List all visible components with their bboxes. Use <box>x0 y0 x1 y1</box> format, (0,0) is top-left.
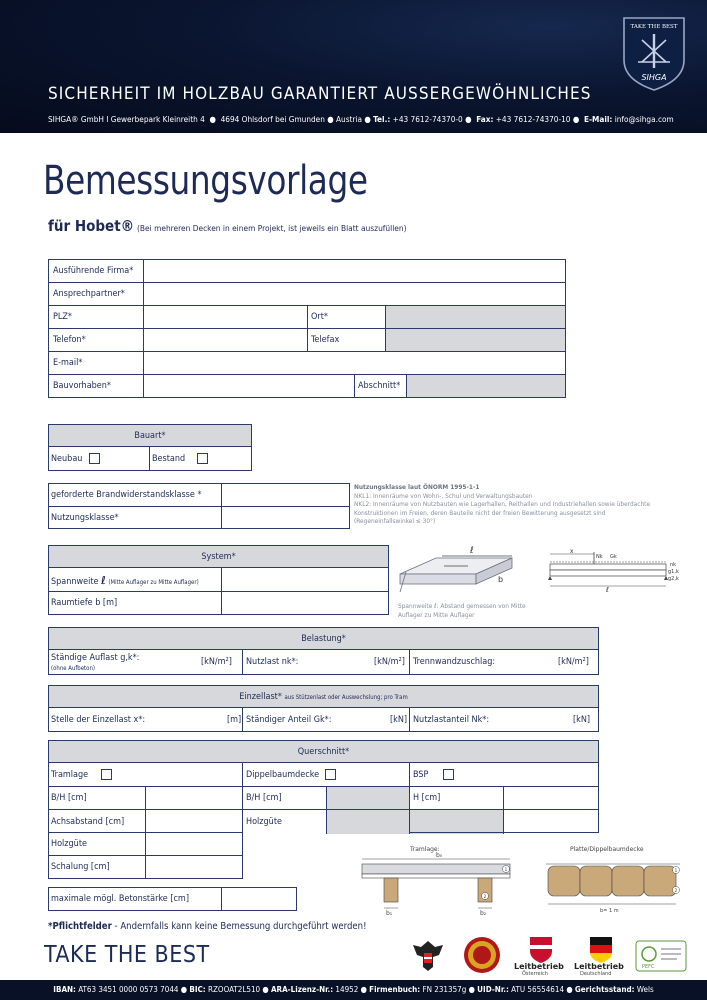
system-table <box>48 545 389 615</box>
checkbox-tramlage[interactable] <box>101 769 112 780</box>
label-bh-tram: B/H [cm] <box>51 793 87 803</box>
pflicht-text: - Andernfalls kann keine Bemessung durchgeführt werden! <box>111 921 367 932</box>
logo-top-text: TAKE THE BEST <box>630 24 678 30</box>
label-auflast: Ständige Auflast g,k*: <box>51 653 140 663</box>
label-ort: Ort* <box>311 312 328 322</box>
leitbetrieb-austria-icon <box>512 935 568 975</box>
label-staendig: Ständiger Anteil Gk*: <box>246 715 332 725</box>
input-telefax[interactable] <box>386 329 565 350</box>
contact-table <box>48 259 566 398</box>
querschnitt-extra-rows <box>48 832 243 879</box>
input-achsabstand[interactable] <box>146 810 241 833</box>
label-ansprechpartner: Ansprechpartner* <box>53 289 125 299</box>
input-schalung[interactable] <box>146 856 242 877</box>
querschnitt-title: Querschnitt* <box>49 741 598 763</box>
header-slogan: SICHERHEIT IM HOLZBAU GARANTIERT AUSSERGEWÖHNLICHES <box>48 84 592 104</box>
firmenbuch-label: Firmenbuch: <box>369 985 421 994</box>
input-betonstaerke[interactable] <box>222 889 296 909</box>
einzellast-header <box>49 686 598 708</box>
checkbox-dippel[interactable] <box>325 769 336 780</box>
trennwand-unit: [kN/m²] <box>558 657 589 667</box>
input-brandwiderstand[interactable] <box>222 485 349 505</box>
fig-n2-dippel: 2 <box>674 889 678 894</box>
dippelbaum-figure <box>530 842 690 916</box>
pflichtfelder-note <box>48 921 367 932</box>
page-title: Bemessungsvorlage <box>43 158 368 204</box>
logo-bottom-text: SIHGA <box>641 73 667 82</box>
leitbetrieb-germany-icon <box>572 935 630 975</box>
input-nutzlast[interactable] <box>311 651 371 673</box>
leit1-title: Leitbetrieb <box>514 962 564 971</box>
fig-n2-tram: 2 <box>483 895 487 900</box>
einzellast-title: Einzellast* <box>239 692 282 702</box>
einzellast-title-note: aus Stützenlast oder Auswechslung; pro Tram <box>284 694 408 701</box>
input-holzguete-bsp[interactable] <box>504 810 598 833</box>
auflast-unit: [kN/m²] <box>201 657 232 667</box>
input-telefon[interactable] <box>144 329 306 350</box>
belastung-table <box>48 627 599 675</box>
checkbox-neubau[interactable] <box>89 453 100 464</box>
label-bestand: Bestand <box>152 454 186 464</box>
label-schalung: Schalung [cm] <box>51 862 110 872</box>
input-nutzungsklasse[interactable] <box>222 507 349 527</box>
gerichtsstand-label: Gerichtsstand: <box>574 985 635 994</box>
input-holzguete-tram[interactable] <box>146 834 242 855</box>
page-subtitle: für Hobet® <box>48 217 135 235</box>
note-line-3: Konstruktionen im Freien, deren Bauteile nicht der freien Bewitterung ausgesetzt sind <box>354 508 606 517</box>
take-the-best: TAKE THE BEST <box>44 942 210 968</box>
input-holzguete-dippel[interactable] <box>327 810 409 833</box>
input-firma[interactable] <box>144 261 564 282</box>
uid-value: ATU 56554614 <box>511 985 565 994</box>
input-plz[interactable] <box>144 306 306 327</box>
fig-gk-label: Gk <box>610 554 617 560</box>
fig-l2-label: ℓ <box>606 586 609 594</box>
fax-number: +43 7612-74370-10 <box>495 114 571 124</box>
note-line-1: NKL1: Innenräume von Wohn-, Schul und Verwaltungsbauten <box>354 491 533 500</box>
label-bauvorhaben: Bauvorhaben* <box>53 381 111 391</box>
input-bh-dippel[interactable] <box>327 787 409 808</box>
label-nutzungsklasse: Nutzungsklasse* <box>51 513 119 523</box>
input-trennwand[interactable] <box>499 651 555 673</box>
tramlage-figure <box>350 842 522 916</box>
fig-b-label: b <box>498 575 504 584</box>
label-telefax: Telefax <box>311 335 340 345</box>
uid-label: UID-Nr.: <box>477 985 509 994</box>
input-abschnitt[interactable] <box>407 375 565 396</box>
staendig-unit: [kN] <box>390 715 408 725</box>
system-title: System* <box>49 546 388 568</box>
label-spannweite <box>51 574 199 587</box>
subtitle-note: (Bei mehreren Decken in einem Projekt, ist jeweils ein Blatt auszufüllen) <box>137 223 407 233</box>
pefc-text: PEFC <box>642 964 655 970</box>
ara-value: 14952 <box>335 985 359 994</box>
klasse-table <box>48 483 350 529</box>
label-raumtiefe: Raumtiefe b [m] <box>51 598 118 608</box>
bic-label: BIC: <box>189 985 206 994</box>
fig-g2k-label: g2,k <box>668 576 679 582</box>
input-spannweite[interactable] <box>222 569 388 590</box>
fig-b2: b₂ <box>480 910 487 916</box>
querschnitt-table <box>48 740 599 833</box>
email-label: E-Mail: <box>583 114 613 124</box>
label-brandwiderstand: geforderte Brandwiderstandsklasse * <box>51 490 202 500</box>
fig-b0: b₀ <box>436 852 443 859</box>
beam-load-figure <box>544 546 684 594</box>
bic-value: RZOOAT2L510 <box>207 985 261 994</box>
label-holzguete-tram: Holzgüte <box>51 839 87 849</box>
leit2-sub: Deutschland <box>580 971 612 975</box>
label-trennwand: Trennwandzuschlag: <box>413 657 496 667</box>
label-bsp: BSP <box>413 770 429 780</box>
bauart-title: Bauart* <box>49 425 251 447</box>
pflicht-bold: *Pflichtfelder <box>48 921 112 932</box>
input-ansprechpartner[interactable] <box>144 283 564 304</box>
beton-table <box>48 887 297 911</box>
sihga-logo <box>620 14 688 94</box>
label-nutzlast: Nutzlast nk*: <box>246 657 299 667</box>
label-tramlage: Tramlage <box>51 770 89 780</box>
einzellast-table <box>48 685 599 732</box>
pefc-icon <box>635 940 687 972</box>
input-email[interactable] <box>144 352 564 373</box>
tel-label: Tel.: <box>373 114 391 124</box>
belastung-title: Belastung* <box>49 628 598 650</box>
fig-g1k-label: g1,k <box>668 569 679 575</box>
stelle-unit: [m] <box>227 715 242 725</box>
label-achsabstand: Achsabstand [cm] <box>51 817 125 827</box>
leit1-sub: Österreich <box>522 971 548 975</box>
label-plz: PLZ* <box>53 312 72 322</box>
fig-nk2-label: nk <box>670 562 677 568</box>
company-name: SIHGA® GmbH I Gewerbepark Kleinreith 4 <box>48 114 205 124</box>
caption-line-1: Spannweite ℓ: Abstand gemessen von Mitte <box>398 602 526 610</box>
iban-label: IBAN: <box>53 985 76 994</box>
input-raumtiefe[interactable] <box>222 592 388 613</box>
input-h-bsp[interactable] <box>504 787 598 808</box>
auflast-note: (ohne Aufbeton) <box>51 665 95 672</box>
label-h-bsp: H [cm] <box>413 793 441 803</box>
fig-bm: b= 1 m <box>600 908 619 914</box>
leit2-title: Leitbetrieb <box>574 962 624 971</box>
input-ort[interactable] <box>386 306 565 327</box>
gerichtsstand-value: Wels <box>636 985 654 994</box>
checkbox-bsp[interactable] <box>443 769 454 780</box>
caption-line-2: Auflager zu Mitte Auflager <box>398 610 475 619</box>
label-telefon: Telefon* <box>53 335 86 345</box>
fig-dippel-title: Platte/Dippelbaumdecke <box>570 846 644 853</box>
slab-figure-caption <box>398 602 526 619</box>
input-bauvorhaben[interactable] <box>144 375 353 396</box>
header-banner <box>0 0 707 133</box>
checkbox-bestand[interactable] <box>197 453 208 464</box>
email-address: info@sihga.com <box>614 114 674 124</box>
fig-b1: b₁ <box>386 910 393 916</box>
spannweite-note: (Mitte Auflager zu Mitte Auflager) <box>108 579 199 586</box>
label-firma: Ausführende Firma* <box>53 266 134 276</box>
note-line-2: NKL2: Innenräume von Nutzbauten wie Lagerhallen, Reithallen und Industriehallen sowie überdachte <box>354 500 651 508</box>
iban-value: AT63 3451 0000 0573 7044 <box>78 985 179 994</box>
label-holzguete-dippel: Holzgüte <box>246 817 282 827</box>
fig-nk-label: Nk <box>596 554 603 560</box>
spannweite-text: Spannweite <box>51 577 99 587</box>
fig-tram-title: Tramlage: <box>410 846 440 853</box>
note-line-4: (Regeneinfallswinkel ≤ 30°) <box>354 517 436 525</box>
fig-l-label: ℓ <box>470 546 474 556</box>
label-nutzanteil: Nutzlastanteil Nk*: <box>413 715 490 725</box>
fig-x-label: x <box>570 548 574 555</box>
fig-n1-dippel: 1 <box>674 869 678 874</box>
header-address: SIHGA® GmbH I Gewerbepark Kleinreith 4 ● 4694 Ohlsdorf bei Gmunden ● Austria ● Tel.: +43 7612-74370-0 ● Fax: +43 7612-74370-10 ● E-Mail: info@sihga.com <box>48 114 674 124</box>
input-stelle[interactable] <box>169 709 224 730</box>
input-nutzanteil[interactable] <box>509 709 569 730</box>
footer-bar: IBAN: AT63 3451 0000 0573 7044 ● BIC: RZOOAT2L510 ● ARA-Lizenz-Nr.: 14952 ● Firmenbuch: FN 231357g ● UID-Nr.: ATU 56554614 ● Gerichtsstand: Wels <box>0 980 707 1000</box>
label-neubau: Neubau <box>51 454 83 464</box>
input-auflast[interactable] <box>149 651 197 673</box>
quality-seal-icon <box>460 935 504 975</box>
fig-n1-tram: 1 <box>504 868 508 873</box>
label-dippel: Dippelbaumdecke <box>246 770 320 780</box>
label-abschnitt: Abschnitt* <box>358 381 401 391</box>
label-email: E-mail* <box>53 358 83 368</box>
label-betonstaerke: maximale mögl. Betonstärke [cm] <box>51 894 189 904</box>
input-staendig[interactable] <box>339 709 387 730</box>
spannweite-symbol: ℓ <box>101 574 106 587</box>
firmenbuch-value: FN 231357g <box>422 985 467 994</box>
ara-label: ARA-Lizenz-Nr.: <box>270 985 334 994</box>
fax-label: Fax: <box>476 114 494 124</box>
austria-eagle-icon <box>411 937 445 973</box>
slab-perspective-figure <box>396 544 536 604</box>
label-stelle: Stelle der Einzellast x*: <box>51 715 146 725</box>
nutzungsklasse-note <box>354 483 694 526</box>
bauart-table <box>48 424 252 471</box>
input-bh-tram[interactable] <box>146 787 241 808</box>
label-bh-dippel: B/H [cm] <box>246 793 282 803</box>
tel-number: +43 7612-74370-0 <box>392 114 463 124</box>
nutzlast-unit: [kN/m²] <box>374 657 405 667</box>
company-city: 4694 Ohlsdorf bei Gmunden <box>220 114 325 124</box>
company-country: Austria <box>335 114 363 124</box>
nutzanteil-unit: [kN] <box>573 715 591 725</box>
note-title: Nutzungsklasse laut ÖNORM 1995-1-1 <box>354 483 480 491</box>
